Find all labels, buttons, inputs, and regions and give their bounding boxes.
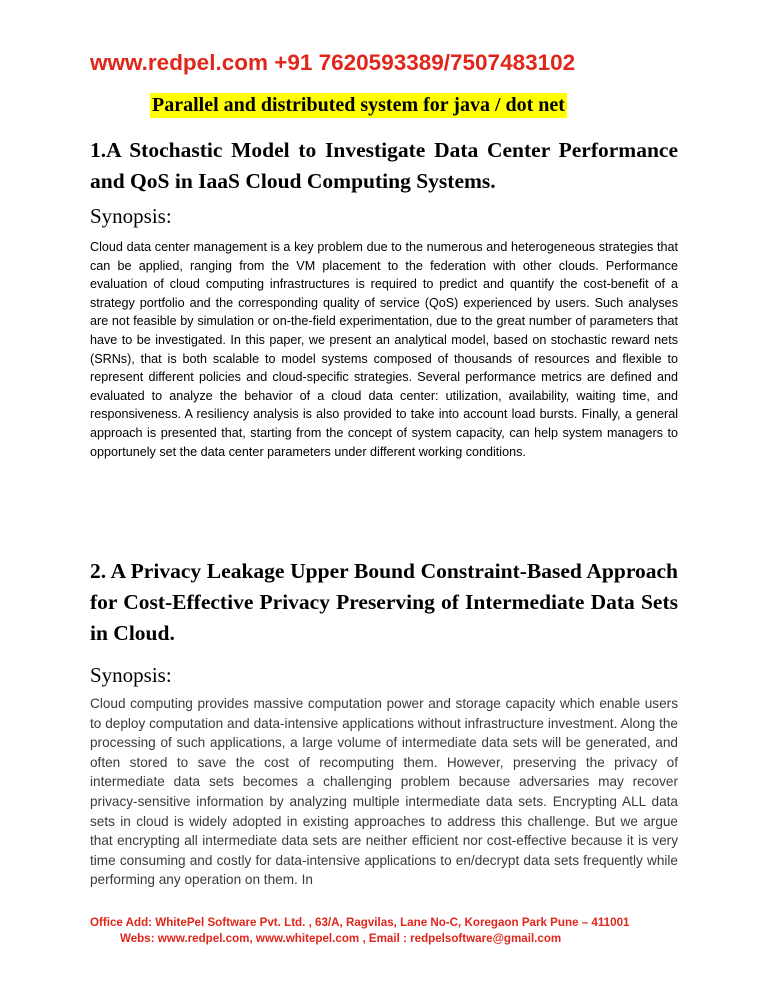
footer-address: Office Add: WhitePel Software Pvt. Ltd. , 63/A, Ragvilas, Lane No-C, Koregaon Park Pune – 411001: [90, 916, 630, 929]
page-footer: [90, 915, 710, 947]
section-2-synopsis: Cloud computing provides massive computation power and storage capacity which enable users to deploy computation and data-intensive applications without infrastructure investment. Along the processing of such applications, a large volume of intermediate data sets will be generated, and often stored to save the cost of recomputing them. However, preserving the privacy of intermediate data sets becomes a challenging problem because adversaries may recover privacy-sensitive information by analyzing multiple intermediate data sets. Encrypting ALL data sets in cloud is widely adopted in existing approaches to address this challenge. But we argue that encrypting all intermediate data sets are neither efficient nor cost-effective because it is very time consuming and costly for data-intensive applications to en/decrypt data sets frequently while performing any operation on them. In: [90, 696, 678, 888]
footer-webs: Webs: www.redpel.com, www.whitepel.com , Email : redpelsoftware@gmail.com: [120, 932, 562, 945]
header-contact: www.redpel.com +91 7620593389/7507483102: [90, 50, 576, 75]
section-2-synopsis-label: Synopsis:: [90, 663, 172, 687]
section-2-title: 2. A Privacy Leakage Upper Bound Constraint-Based Approach for Cost-Effective Privacy Preserving of Intermediate Data Sets in Cloud.: [90, 559, 678, 645]
section-1-title: 1.A Stochastic Model to Investigate Data Center Performance and QoS in IaaS Cloud Computing Systems.: [90, 138, 678, 193]
section-1-synopsis: Cloud data center management is a key problem due to the numerous and heterogeneous strategies that can be applied, ranging from the VM placement to the federation with other clouds. Performance evaluation of cloud computing infrastructures is required to predict and quantify the cost-benefit of a strategy portfolio and the corresponding quality of service (QoS) experienced by users. Such analyses are not feasible by simulation or on-the-field experimentation, due to the great number of parameters that have to be investigated. In this paper, we present an analytical model, based on stochastic reward nets (SRNs), that is both scalable to model systems composed of thousands of resources and flexible to represent different policies and cloud-specific strategies. Several performance metrics are defined and evaluated to analyze the behavior of a cloud data center: utilization, availability, waiting time, and responsiveness. A resiliency analysis is also provided to take into account load bursts. Finally, a general approach is presented that, starting from the concept of system capacity, can help system managers to opportunely set the data center parameters under different working conditions.: [90, 240, 678, 459]
topic-banner: Parallel and distributed system for java / dot net: [152, 94, 565, 116]
section-1-synopsis-label: Synopsis:: [90, 204, 172, 228]
